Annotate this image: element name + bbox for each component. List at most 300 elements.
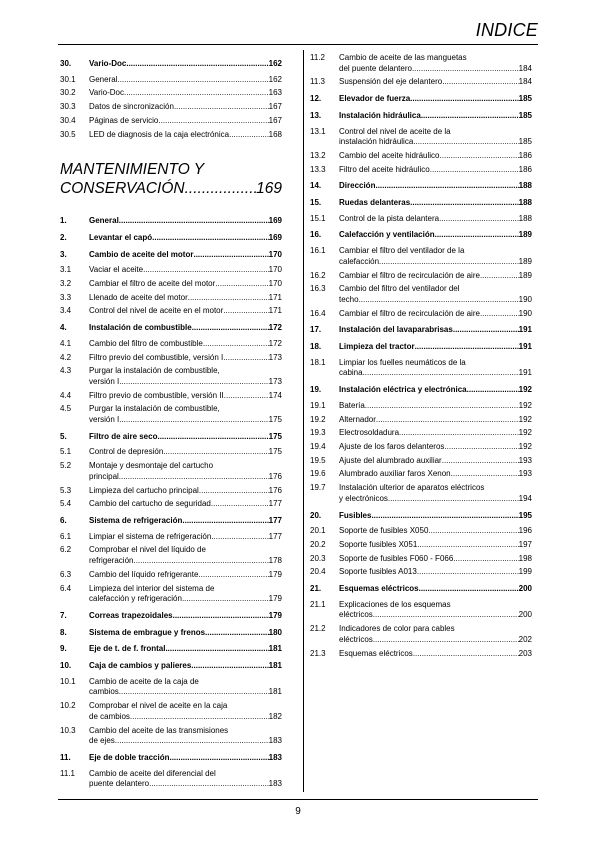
dot-leader	[410, 94, 519, 105]
entry-page: 194	[518, 493, 532, 503]
entry-body	[339, 309, 532, 320]
toc-subentry	[310, 456, 532, 467]
entry-line	[339, 401, 532, 412]
entry-page: 183	[268, 752, 282, 762]
entry-body	[339, 53, 532, 74]
entry-number: 20.3	[310, 553, 326, 563]
entry-line	[89, 499, 282, 510]
entry-page: 175	[268, 415, 282, 425]
entry-number: 8.	[60, 627, 67, 637]
entry-line	[89, 736, 282, 747]
entry-title: Instalación ulterior de aparatos eléctricos	[339, 483, 485, 493]
entry-body	[89, 116, 282, 127]
entry-line	[89, 353, 282, 364]
entry-number: 19.7	[310, 483, 326, 493]
dot-leader	[480, 309, 519, 320]
entry-page: 198	[518, 553, 532, 563]
entry-body	[89, 102, 282, 113]
entry-page: 179	[268, 594, 282, 604]
entry-title: Filtro previo de combustible, versión II	[89, 390, 224, 400]
toc-subentry	[60, 677, 282, 698]
entry-title: versión I	[89, 376, 120, 386]
entry-page: 179	[268, 610, 282, 620]
entry-body	[89, 323, 282, 334]
entry-line	[339, 540, 532, 551]
entry-body	[339, 526, 532, 537]
entry-body	[89, 216, 282, 227]
entry-line	[89, 461, 282, 472]
toc-subentry	[60, 701, 282, 722]
entry-number: 13.3	[310, 164, 326, 174]
entry-number: 3.1	[60, 265, 72, 275]
entry-body	[89, 233, 282, 244]
entry-page: 189	[518, 230, 532, 240]
entry-page: 169	[268, 232, 282, 242]
entry-page: 184	[518, 63, 532, 73]
entry-line	[89, 102, 282, 113]
dot-leader	[157, 432, 268, 443]
entry-page: 173	[268, 376, 282, 386]
entry-title: Electrosoldadura	[339, 428, 400, 438]
entry-number: 6.4	[60, 583, 72, 593]
entry-number: 30.3	[60, 102, 76, 112]
toc-subentry	[310, 415, 532, 426]
entry-line	[89, 701, 282, 712]
entry-title: Batería	[339, 400, 365, 410]
entry-body	[339, 428, 532, 439]
dot-leader	[126, 59, 268, 70]
entry-body	[339, 111, 532, 122]
entry-page: 181	[268, 687, 282, 697]
entry-line	[339, 246, 532, 257]
entry-body	[339, 198, 532, 209]
toc-chapter	[60, 432, 282, 443]
entry-number: 30.1	[60, 74, 76, 84]
dot-leader	[428, 526, 518, 537]
entry-line	[89, 556, 282, 567]
entry-title: calefacción y refrigeración	[89, 594, 182, 604]
dot-leader	[152, 233, 269, 244]
entry-body	[339, 77, 532, 88]
toc-subentry	[60, 499, 282, 510]
toc-chapter	[310, 342, 532, 353]
dot-leader	[188, 293, 269, 304]
entry-title: Cambio de aceite de la caja de	[89, 676, 199, 686]
entry-line	[89, 233, 282, 244]
entry-body	[89, 265, 282, 276]
entry-page: 169	[268, 216, 282, 226]
entry-title: Comprobar el nivel del líquido de	[89, 545, 206, 555]
entry-number: 30.2	[60, 88, 76, 98]
dot-leader	[182, 516, 268, 527]
column-divider	[303, 50, 304, 792]
entry-body	[89, 516, 282, 527]
dot-leader	[379, 257, 519, 268]
entry-page: 192	[518, 428, 532, 438]
entry-page: 197	[518, 539, 532, 549]
entry-body	[339, 230, 532, 241]
entry-body	[89, 432, 282, 443]
entry-number: 7.	[60, 610, 67, 620]
toc-subentry	[310, 401, 532, 412]
entry-body	[339, 540, 532, 551]
entry-line	[89, 779, 282, 790]
entry-page: 186	[518, 164, 532, 174]
entry-title: Purgar la instalación de combustible,	[89, 404, 220, 414]
entry-title: Elevador de fuerza	[339, 94, 411, 104]
entry-page: 192	[518, 385, 532, 395]
dot-leader	[439, 214, 519, 225]
dot-leader	[412, 64, 519, 75]
entry-title: Levantar el capó	[89, 232, 153, 242]
entry-body	[339, 511, 532, 522]
entry-body	[89, 726, 282, 747]
entry-body	[89, 339, 282, 350]
entry-number: 16.3	[310, 284, 326, 294]
entry-number: 19.6	[310, 469, 326, 479]
footer-rule	[58, 799, 538, 800]
entry-number: 5.	[60, 431, 67, 441]
entry-line	[89, 628, 282, 639]
entry-number: 3.	[60, 249, 67, 259]
entry-line	[339, 165, 532, 176]
toc-chapter	[310, 325, 532, 336]
entry-line	[89, 432, 282, 443]
entry-title: Sistema de refrigeración	[89, 515, 183, 525]
toc-subentry	[310, 284, 532, 305]
entry-page: 188	[518, 213, 532, 223]
entry-title: Cambio del líquido refrigerante	[89, 569, 199, 579]
entry-body	[89, 250, 282, 261]
entry-body	[339, 284, 532, 305]
entry-page: 183	[268, 779, 282, 789]
toc-subentry	[60, 570, 282, 581]
entry-line	[339, 624, 532, 635]
entry-page: 167	[268, 102, 282, 112]
entry-title: de cambios	[89, 711, 130, 721]
entry-page: 177	[268, 499, 282, 509]
entry-number: 20.	[310, 510, 322, 520]
entry-title: Limpieza del interior del sistema de	[89, 583, 215, 593]
entry-line	[339, 181, 532, 192]
entry-number: 4.	[60, 323, 67, 333]
toc-chapter	[60, 250, 282, 261]
entry-page: 162	[268, 74, 282, 84]
toc-entries	[60, 216, 282, 790]
entry-title: Esquemas eléctricos	[339, 584, 419, 594]
entry-line	[89, 769, 282, 780]
entry-title: Filtro de aire seco	[89, 431, 158, 441]
entry-body	[89, 644, 282, 655]
dot-leader	[371, 511, 518, 522]
toc-subentry	[60, 102, 282, 113]
entry-line	[89, 532, 282, 543]
entry-number: 13.1	[310, 126, 326, 136]
dot-leader	[435, 230, 519, 241]
entry-body	[89, 584, 282, 605]
entry-body	[339, 415, 532, 426]
entry-number: 19.2	[310, 414, 326, 424]
entry-line	[339, 526, 532, 537]
entry-body	[89, 499, 282, 510]
toc-subentry	[60, 545, 282, 566]
dot-leader	[119, 472, 269, 483]
entry-line	[339, 456, 532, 467]
toc-chapter	[60, 216, 282, 227]
entry-line	[339, 567, 532, 578]
entry-line	[339, 494, 532, 505]
entry-number: 13.2	[310, 150, 326, 160]
dot-leader	[211, 499, 269, 510]
dot-leader	[211, 532, 268, 543]
entry-line	[89, 250, 282, 261]
index-title: INDICE	[475, 20, 538, 40]
entry-body	[339, 483, 532, 504]
entry-body	[89, 279, 282, 290]
entry-number: 10.2	[60, 701, 76, 711]
dot-leader	[119, 687, 269, 698]
entry-line	[89, 366, 282, 377]
entry-title: Cambiar el filtro de aceite del motor	[89, 279, 216, 289]
entry-body	[339, 456, 532, 467]
entry-body	[339, 600, 532, 621]
entry-number: 19.1	[310, 400, 326, 410]
entry-page: 185	[518, 137, 532, 147]
entry-line	[89, 116, 282, 127]
entry-line	[339, 271, 532, 282]
entry-title: Dirección	[339, 181, 376, 191]
entry-page: 195	[518, 510, 532, 520]
dot-leader	[229, 130, 269, 141]
entry-line	[339, 415, 532, 426]
toc-chapter	[60, 323, 282, 334]
entry-page: 189	[518, 270, 532, 280]
entry-body	[89, 701, 282, 722]
toc-subentry	[60, 293, 282, 304]
entry-title: General	[89, 74, 118, 84]
dot-leader	[174, 102, 269, 113]
entry-title: Instalación de combustible	[89, 323, 192, 333]
entry-line	[89, 377, 282, 388]
entry-line	[339, 368, 532, 379]
entry-number: 4.2	[60, 352, 72, 362]
entry-title: puente delantero	[89, 779, 150, 789]
entry-number: 11.2	[310, 53, 325, 62]
entry-number: 3.3	[60, 292, 72, 302]
entry-page: 171	[268, 306, 282, 316]
entry-title: Ajuste del alumbrado auxiliar	[339, 455, 442, 465]
toc-subentry	[310, 649, 532, 660]
entry-page: 178	[268, 556, 282, 566]
entry-title: cabina	[339, 368, 363, 378]
entry-page: 177	[268, 531, 282, 541]
toc-subentry	[310, 358, 532, 379]
entry-line	[339, 600, 532, 611]
entry-page: 176	[268, 471, 282, 481]
dot-leader	[130, 712, 269, 723]
entry-title: Cambio del aceite de las transmisiones	[89, 725, 229, 735]
entry-line	[89, 306, 282, 317]
entry-number: 14.	[310, 181, 322, 191]
entry-number: 21.	[310, 584, 322, 594]
entry-page: 182	[268, 711, 282, 721]
entry-title: Esquemas eléctricos	[339, 648, 413, 658]
entry-body	[89, 461, 282, 482]
entry-number: 15.1	[310, 213, 326, 223]
entry-page: 185	[518, 94, 532, 104]
entry-page: 172	[268, 323, 282, 333]
entry-line	[339, 309, 532, 320]
entry-number: 15.	[310, 198, 322, 208]
entry-number: 10.1	[60, 676, 76, 686]
entry-line	[89, 279, 282, 290]
dot-leader	[467, 385, 519, 396]
dot-leader	[182, 594, 269, 605]
toc-subentry	[310, 624, 532, 645]
entry-line	[89, 130, 282, 141]
entry-body	[89, 769, 282, 790]
toc-subentry	[310, 77, 532, 88]
entry-title: Control de la pista delantera	[339, 213, 440, 223]
dot-leader	[199, 486, 269, 497]
entry-number: 20.2	[310, 539, 326, 549]
header-rule	[58, 44, 538, 45]
entry-body	[339, 567, 532, 578]
entry-line	[89, 472, 282, 483]
toc-chapter	[310, 94, 532, 105]
toc-subentry	[310, 428, 532, 439]
entry-line	[89, 570, 282, 581]
entry-line	[89, 216, 282, 227]
entry-number: 16.2	[310, 270, 326, 280]
entry-number: 11.1	[60, 768, 75, 778]
heading-page: 169	[256, 179, 282, 197]
entry-title: Montaje y desmontaje del cartucho	[89, 461, 214, 471]
toc-subentry	[310, 165, 532, 176]
entry-line	[339, 127, 532, 138]
entry-title: Cambio del aceite hidráulico	[339, 150, 440, 160]
entry-number: 4.1	[60, 338, 72, 348]
entry-title: Ajuste de los faros delanteros	[339, 441, 445, 451]
dot-leader	[359, 295, 519, 306]
entry-line	[339, 94, 532, 105]
dot-leader	[444, 442, 518, 453]
entry-line	[89, 726, 282, 737]
entry-line	[339, 53, 532, 64]
entry-line	[89, 293, 282, 304]
toc-chapter	[310, 584, 532, 595]
toc-chapter	[310, 511, 532, 522]
toc-subentry	[60, 404, 282, 425]
entry-title: refrigeración	[89, 556, 134, 566]
toc-subentry	[60, 769, 282, 790]
entry-number: 16.	[310, 230, 322, 240]
toc-subentry	[60, 306, 282, 317]
dot-leader	[413, 649, 519, 660]
entry-body	[89, 677, 282, 698]
entry-body	[89, 628, 282, 639]
entry-body	[339, 385, 532, 396]
entry-line	[339, 198, 532, 209]
dot-leader	[133, 556, 268, 567]
entry-page: 179	[268, 569, 282, 579]
entry-body	[339, 214, 532, 225]
entry-line	[339, 137, 532, 148]
toc-subentry	[310, 526, 532, 537]
entry-page: 168	[268, 129, 282, 139]
entry-page: 173	[268, 352, 282, 362]
entry-line	[339, 469, 532, 480]
toc-subentry	[310, 271, 532, 282]
entry-page: 175	[268, 431, 282, 441]
entry-page: 177	[268, 515, 282, 525]
entry-number: 9.	[60, 644, 67, 654]
entry-line	[89, 339, 282, 350]
entry-title: Soporte fusibles X051	[339, 539, 418, 549]
entry-title: Indicadores de color para cables	[339, 624, 455, 634]
toc-subentry	[310, 540, 532, 551]
entry-number: 11.3	[310, 77, 325, 87]
entry-number: 16.4	[310, 308, 326, 318]
entry-line	[89, 545, 282, 556]
page-number: 9	[295, 806, 301, 817]
entry-number: 21.2	[310, 624, 326, 634]
entry-body	[339, 624, 532, 645]
dot-leader	[421, 111, 519, 122]
entry-line	[89, 415, 282, 426]
dot-leader	[442, 77, 518, 88]
entry-number: 30.4	[60, 115, 76, 125]
entry-title: de ejes	[89, 736, 115, 746]
entry-line	[339, 342, 532, 353]
entry-body	[339, 469, 532, 480]
entry-body	[89, 293, 282, 304]
entry-body	[339, 554, 532, 565]
toc-subentry	[310, 53, 532, 74]
entry-title: Comprobar el nivel de aceite en la caja	[89, 701, 228, 711]
entry-line	[89, 594, 282, 605]
dot-leader	[417, 540, 518, 551]
entry-title: Llenado de aceite del motor	[89, 292, 188, 302]
entry-title: Soporte fusibles A013	[339, 567, 417, 577]
toc-subentry	[60, 339, 282, 350]
entry-page: 192	[518, 400, 532, 410]
toc-chapter	[310, 385, 532, 396]
entry-number: 3.4	[60, 306, 72, 316]
entry-title: General	[89, 216, 119, 226]
entry-number: 18.	[310, 342, 322, 352]
entry-number: 1.	[60, 216, 67, 226]
toc-chapter	[60, 59, 282, 70]
entry-title: Control del nivel de aceite de la	[339, 126, 451, 136]
toc-subentry	[60, 447, 282, 458]
entry-title: versión I	[89, 415, 120, 425]
entry-title: Cambiar el filtro del ventilador de la	[339, 246, 465, 256]
entry-line	[89, 265, 282, 276]
toc-subentry	[310, 246, 532, 267]
entry-body	[339, 127, 532, 148]
entry-line	[339, 649, 532, 660]
entry-line	[89, 644, 282, 655]
entry-body	[339, 246, 532, 267]
toc-subentry	[310, 600, 532, 621]
entry-page: 186	[518, 150, 532, 160]
entry-page: 185	[518, 110, 532, 120]
entry-number: 17.	[310, 325, 322, 335]
dot-leader	[163, 447, 268, 458]
entry-body	[339, 358, 532, 379]
entry-page: 170	[268, 279, 282, 289]
